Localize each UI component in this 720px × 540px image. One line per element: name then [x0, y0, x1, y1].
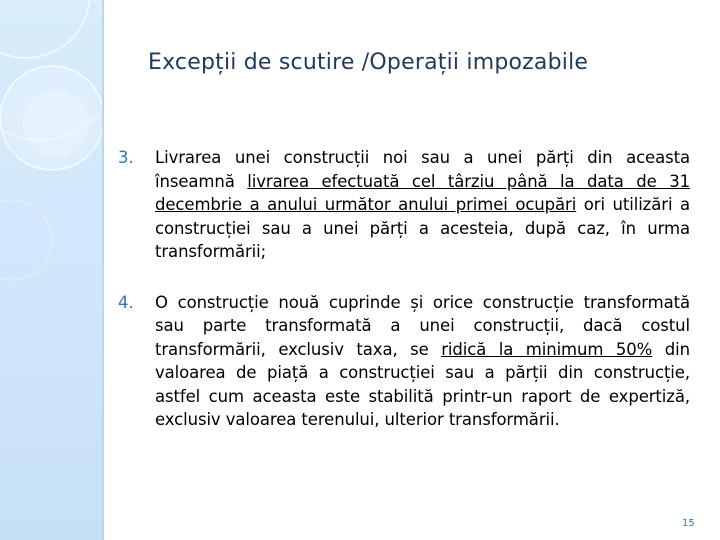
list-item — [118, 291, 690, 432]
list-item-number: 4. — [118, 292, 134, 312]
text-segment: O construcție nouă cuprinde și orice construcție transformată sau parte transformată a unei construcții, dacă costul transformării, exclusiv taxa, se — [155, 292, 690, 359]
numbered-list — [118, 146, 690, 432]
slide-title: Excepții de scutire /Operații impozabile — [148, 50, 589, 75]
page-number: 15 — [682, 518, 695, 529]
text-segment: ori utilizări a construcției sau a unei părți a acesteia, după caz, în urma transformării; — [155, 195, 690, 261]
decor-circle-inner — [22, 90, 90, 158]
underlined-text: livrarea efectuată cel târziu până la data de 31 decembrie a anului următor anului primei ocupări — [155, 171, 691, 214]
list-item-text — [155, 146, 690, 264]
list-item — [118, 146, 690, 264]
list-item-text — [155, 291, 690, 432]
text-segment: din valoarea de piață a construcției sau a părții din construcție, astfel cum aceasta este stabilită printr-un raport de expertiză, exclusiv valoarea terenului, ulterior transformării. — [155, 339, 690, 429]
decor-circle-top — [0, 0, 90, 58]
list-item-number: 3. — [118, 148, 134, 167]
decorative-circles — [0, 0, 104, 540]
decor-circle-low — [0, 200, 52, 280]
decorative-sidebar — [0, 0, 104, 540]
underlined-text: ridică la minimum 50% — [441, 339, 653, 359]
text-segment: Livrarea unei construcții noi sau a unei părți din aceasta înseamnă — [155, 148, 690, 191]
